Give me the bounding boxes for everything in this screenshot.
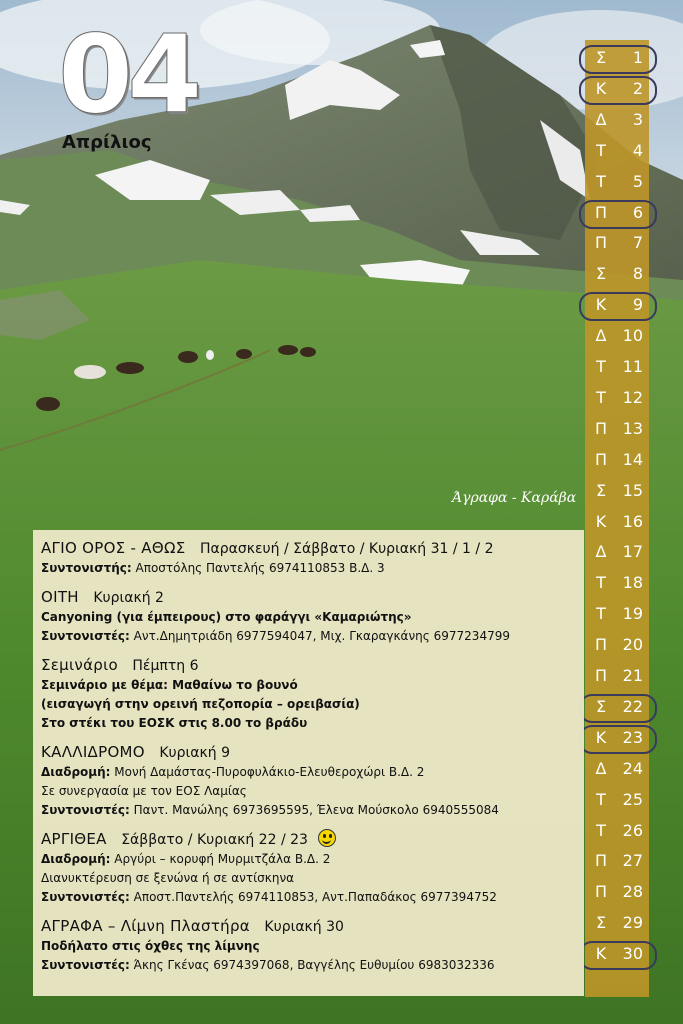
day-row [585, 722, 649, 753]
coordinator-label: Συντονιστές: [41, 803, 130, 817]
event-date: Κυριακή 9 [159, 745, 230, 761]
day-row [585, 382, 649, 413]
event-athos [41, 538, 576, 578]
smiley-icon [318, 829, 336, 847]
day-letter: Τ [596, 171, 606, 191]
day-number: 6 [632, 202, 643, 222]
day-letter: Σ [595, 264, 607, 284]
day-letter: Δ [595, 542, 607, 562]
day-number: 18 [622, 573, 643, 593]
day-row [585, 567, 649, 598]
day-number: 16 [622, 511, 643, 531]
day-number: 14 [622, 449, 643, 469]
day-row [585, 320, 649, 351]
event-title: ΑΡΓΙΘΕΑ [41, 830, 107, 848]
day-letter: Δ [595, 326, 607, 346]
day-letter: Κ [595, 78, 607, 98]
day-row [585, 475, 649, 506]
month-name: Απρίλιος [62, 132, 152, 153]
day-letter: Κ [595, 727, 607, 747]
day-row [585, 815, 649, 846]
day-letter: Σ [595, 913, 607, 933]
photo-caption: Άγραφα - Καράβα [452, 490, 577, 506]
day-number: 12 [622, 387, 643, 407]
day-letter: Π [594, 882, 608, 902]
coordinator-value: Παντ. Μανώλης 6973695595, Έλενα Μούσκολο 6940555084 [133, 803, 499, 817]
day-number: 2 [632, 78, 643, 98]
event-title: Σεμινάριο [41, 656, 118, 674]
day-letter: Π [594, 666, 608, 685]
route-label: Διαδρομή: [41, 852, 111, 866]
day-letter: Τ [596, 387, 606, 407]
day-number: 24 [622, 758, 643, 778]
day-letter: Κ [595, 295, 607, 315]
day-letter: Δ [595, 109, 607, 129]
day-letter: Τ [596, 604, 606, 624]
event-title: ΑΓΙΟ ΟΡΟΣ - ΑΘΩΣ [41, 539, 186, 557]
day-row [585, 660, 649, 691]
day-number: 30 [622, 944, 643, 964]
event-date: Κυριακή 30 [264, 919, 344, 935]
coordinator-value: Αντ.Δημητριάδη 6977594047, Μιχ. Γκαραγκάνης 6977234799 [133, 629, 510, 643]
event-description: (εισαγωγή στην ορεινή πεζοπορία – ορειβασία) [41, 697, 360, 711]
day-row [585, 784, 649, 815]
coordinator-value: Αποστ.Παντελής 6974110853, Αντ.Παπαδάκος 6977394752 [133, 890, 497, 904]
day-row [585, 691, 649, 722]
event-description: Canyoning (για έμπειρους) στο φαράγγι «Καμαριώτης» [41, 610, 412, 624]
day-row [585, 413, 649, 444]
day-letter: Κ [595, 511, 607, 531]
coordinator-value: Άκης Γκένας 6974397068, Βαγγέλης Ευθυμίου 6983032336 [133, 958, 495, 972]
event-description: Ποδήλατο στις όχθες της λίμνης [41, 939, 260, 953]
coordinator-value: Αποστόλης Παντελής 6974110853 Β.Δ. 3 [135, 561, 385, 575]
day-letter: Τ [596, 820, 606, 840]
event-description: Σε συνεργασία με τον ΕΟΣ Λαμίας [41, 784, 247, 798]
day-row [585, 907, 649, 938]
day-letter: Π [594, 449, 608, 469]
day-number: 28 [622, 882, 643, 902]
coordinator-label: Συντονιστές: [41, 629, 130, 643]
day-number: 1 [632, 48, 643, 67]
day-letter: Τ [596, 789, 606, 809]
month-number: 04 [58, 13, 197, 138]
events-panel [33, 530, 584, 996]
day-number: 10 [622, 326, 643, 346]
day-row [585, 104, 649, 135]
day-number: 8 [632, 264, 643, 284]
day-number: 5 [632, 171, 643, 191]
day-letter: Τ [596, 357, 606, 376]
day-number: 7 [632, 233, 643, 253]
day-row [585, 351, 649, 382]
day-letter: Π [594, 851, 608, 871]
event-title: ΟΙΤΗ [41, 588, 79, 606]
day-letter: Τ [596, 573, 606, 593]
day-number: 13 [622, 418, 643, 438]
event-title: ΑΓΡΑΦΑ – Λίμνη Πλαστήρα [41, 917, 250, 935]
day-letter: Π [594, 418, 608, 438]
event-title: ΚΑΛΛΙΔΡΟΜΟ [41, 743, 145, 761]
event-date: Κυριακή 2 [93, 590, 164, 606]
day-number: 9 [632, 295, 643, 315]
event-oiti [41, 587, 576, 646]
day-number: 19 [622, 604, 643, 624]
day-row [585, 135, 649, 166]
day-row [585, 258, 649, 289]
day-row [585, 227, 649, 258]
day-number: 3 [632, 109, 643, 129]
day-row [585, 166, 649, 197]
day-number: 22 [622, 696, 643, 716]
day-row [585, 598, 649, 629]
day-number: 11 [622, 357, 643, 376]
day-number: 21 [622, 666, 643, 685]
day-number: 15 [622, 480, 643, 500]
day-letter: Σ [595, 696, 607, 716]
event-date: Παρασκευή / Σάββατο / Κυριακή 31 / 1 / 2 [199, 541, 494, 557]
day-number: 23 [622, 727, 643, 747]
event-date: Σάββατο / Κυριακή 22 / 23 [121, 832, 308, 848]
day-row [585, 876, 649, 907]
day-letter: Π [594, 635, 608, 655]
day-row [585, 289, 649, 320]
event-description: Σεμινάριο με θέμα: Μαθαίνω το βουνό [41, 678, 298, 692]
day-row [585, 42, 649, 73]
event-seminar [41, 655, 576, 733]
event-agrafa [41, 916, 576, 975]
day-row [585, 938, 649, 969]
day-number: 4 [632, 140, 643, 160]
day-row [585, 444, 649, 475]
route-label: Διαδρομή: [41, 765, 111, 779]
coordinator-label: Συντονιστές: [41, 958, 130, 972]
day-row [585, 536, 649, 567]
day-letter: Τ [596, 140, 606, 160]
event-argithea [41, 829, 576, 907]
day-number: 25 [622, 789, 643, 809]
day-number: 29 [622, 913, 643, 933]
route-value: Αργύρι – κορυφή Μυρμιτζάλα Β.Δ. 2 [114, 852, 331, 866]
day-row [585, 753, 649, 784]
coordinator-label: Συντονιστής: [41, 561, 132, 575]
day-number: 26 [622, 820, 643, 840]
day-row [585, 845, 649, 876]
coordinator-label: Συντονιστές: [41, 890, 130, 904]
event-date: Πέμπτη 6 [132, 658, 199, 674]
day-row [585, 73, 649, 104]
day-number: 27 [622, 851, 643, 871]
day-number: 20 [622, 635, 643, 655]
day-letter: Σ [595, 48, 607, 67]
day-letter: Δ [595, 758, 607, 778]
day-letter: Κ [595, 944, 607, 964]
day-row [585, 506, 649, 537]
route-value: Μονή Δαμάστας-Πυροφυλάκιο-Ελευθεροχώρι Β.Δ. 2 [114, 765, 425, 779]
event-description: Διανυκτέρευση σε ξενώνα ή σε αντίσκηνα [41, 871, 295, 885]
event-description: Στο στέκι του ΕΟΣΚ στις 8.00 το βράδυ [41, 716, 308, 730]
day-row [585, 629, 649, 660]
day-number: 17 [622, 542, 643, 562]
event-kallidromo [41, 742, 576, 820]
day-letter: Π [594, 202, 608, 222]
day-letter: Π [594, 233, 608, 253]
day-letter: Σ [595, 480, 607, 500]
day-row [585, 197, 649, 228]
